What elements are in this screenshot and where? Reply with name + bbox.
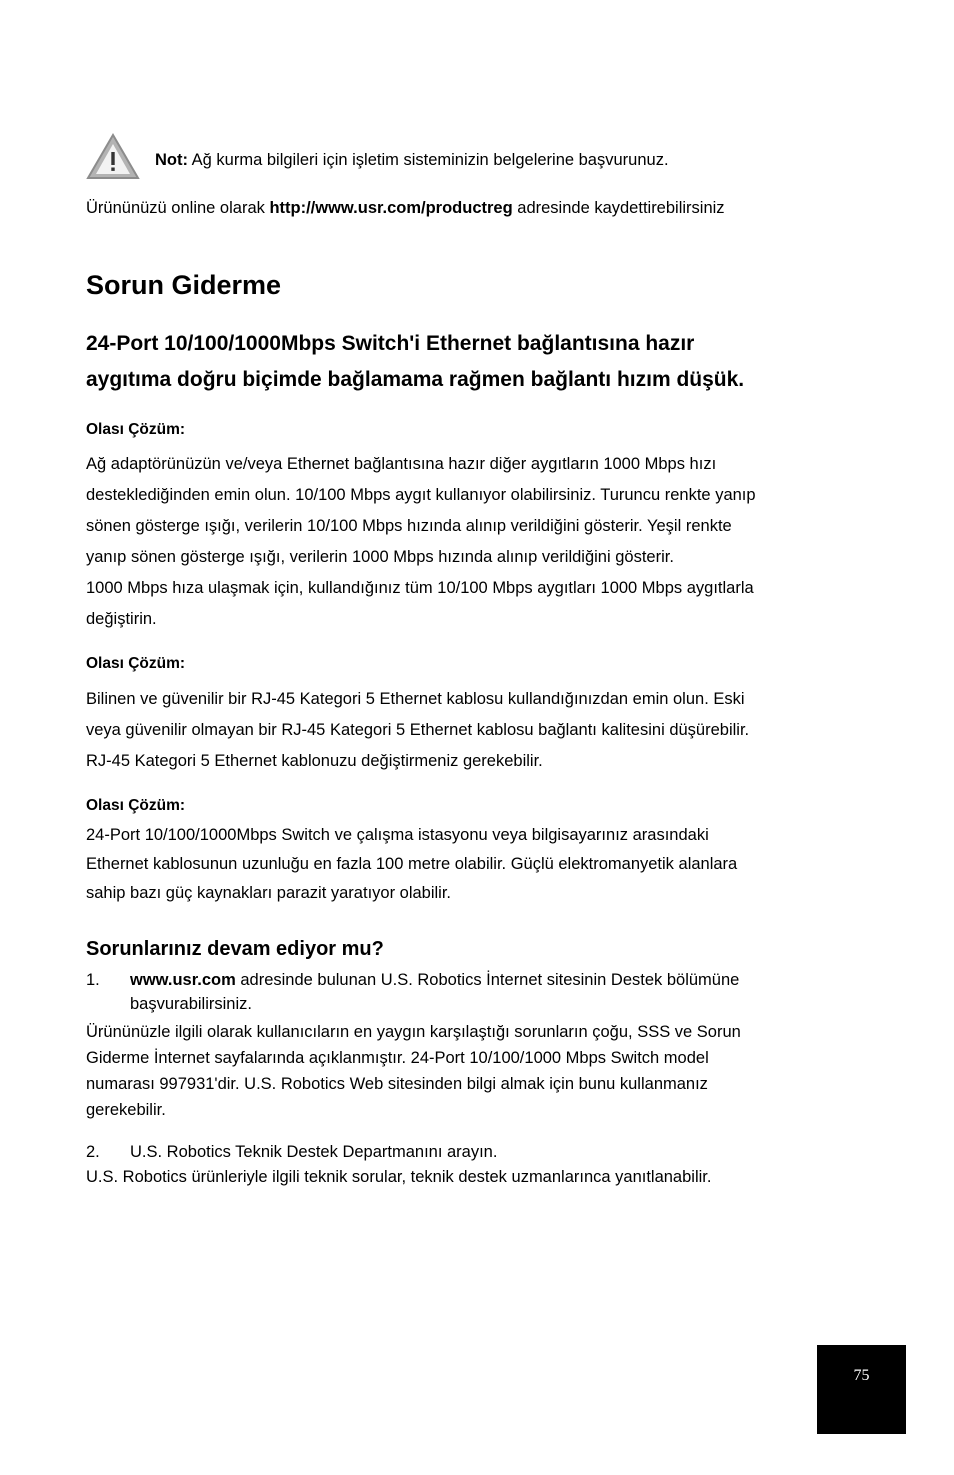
list-text: başvurabilirsiniz. xyxy=(130,995,252,1013)
problem-heading-line: aygıtıma doğru biçimde bağlamama rağmen bağlantı hızım düşük. xyxy=(86,368,745,391)
registration-suffix: adresinde kaydettirebilirsiniz xyxy=(512,199,725,217)
support-link[interactable]: www.usr.com xyxy=(130,971,236,989)
solution-paragraph xyxy=(86,449,886,635)
list-text: adresinde bulunan U.S. Robotics İnternet sitesinin Destek bölümüne xyxy=(235,971,740,989)
solution-label: Olası Çözüm: xyxy=(86,797,186,814)
page-title: Sorun Giderme xyxy=(86,270,282,300)
solution-paragraph xyxy=(86,821,886,908)
note-box xyxy=(86,132,906,182)
paragraph-line: Ethernet kablosunun uzunluğu en fazla 100 metre olabilir. Güçlü elektromanyetik alanlara xyxy=(86,855,738,873)
paragraph-line: gerekebilir. xyxy=(86,1101,166,1119)
problem-heading xyxy=(86,326,906,398)
paragraph-line: desteklediğinden emin olun. 10/100 Mbps aygıt kullanıyor olabilirsiniz. Turuncu renkte yanıp xyxy=(86,486,756,504)
note-label: Not: xyxy=(155,151,188,169)
list-item xyxy=(86,968,886,1016)
solution-label: Olası Çözüm: xyxy=(86,655,186,672)
solution-paragraph xyxy=(86,684,886,777)
registration-prefix: Ürününüzü online olarak xyxy=(86,199,270,217)
paragraph-line: 1000 Mbps hıza ulaşmak için, kullandığınız tüm 10/100 Mbps aygıtları 1000 Mbps aygıtlarla xyxy=(86,579,754,597)
paragraph-line: sönen gösterge ışığı, verilerin 10/100 Mbps hızında alınıp verildiğini gösterir. Yeşil renkte xyxy=(86,517,732,535)
registration-link[interactable]: http://www.usr.com/productreg xyxy=(269,199,513,217)
paragraph-line: numarası 997931'dir. U.S. Robotics Web sitesinden bilgi almak için bunu kullanmanız xyxy=(86,1075,708,1093)
problem-heading-line: 24-Port 10/100/1000Mbps Switch'i Ethernet bağlantısına hazır xyxy=(86,332,695,355)
list-number: 2. xyxy=(86,1143,100,1161)
paragraph-line: 24-Port 10/100/1000Mbps Switch ve çalışma istasyonu veya bilgisayarınız arasındaki xyxy=(86,826,709,844)
paragraph-line: Ürününüzle ilgili olarak kullanıcıların en yaygın karşılaştığı sorunların çoğu, SSS ve Sorun xyxy=(86,1023,741,1041)
list-item xyxy=(86,1140,886,1164)
info-paragraph xyxy=(86,1165,886,1189)
warning-triangle-icon xyxy=(86,132,140,180)
list-text: U.S. Robotics Teknik Destek Departmanını arayın. xyxy=(130,1143,498,1161)
info-paragraph xyxy=(86,1019,886,1123)
paragraph-line: veya güvenilir olmayan bir RJ-45 Kategori 5 Ethernet kablosu bağlantı kalitesini düşürebilir. xyxy=(86,721,750,739)
section-heading: Sorunlarınız devam ediyor mu? xyxy=(86,938,384,960)
page-number: 75 xyxy=(853,1367,870,1384)
paragraph-line: Ağ adaptörünüzün ve/veya Ethernet bağlantısına hazır diğer aygıtların 1000 Mbps hızı xyxy=(86,455,717,473)
registration-line xyxy=(86,199,725,218)
paragraph-line: değiştirin. xyxy=(86,610,157,628)
list-number: 1. xyxy=(86,971,100,989)
paragraph-line: Bilinen ve güvenilir bir RJ-45 Kategori 5 Ethernet kablosu kullandığınızdan emin olun. Eski xyxy=(86,690,745,708)
paragraph-line: RJ-45 Kategori 5 Ethernet kablonuzu değiştirmeniz gerekebilir. xyxy=(86,752,543,770)
paragraph-line: Giderme İnternet sayfalarında açıklanmıştır. 24-Port 10/100/1000 Mbps Switch model xyxy=(86,1049,709,1067)
paragraph-line: U.S. Robotics ürünleriyle ilgili teknik sorular, teknik destek uzmanlarınca yanıtlanabilir. xyxy=(86,1168,712,1186)
paragraph-line: yanıp sönen gösterge ışığı, verilerin 1000 Mbps hızında alınıp verildiğini gösterir. xyxy=(86,548,674,566)
page-number-box xyxy=(817,1345,906,1434)
solution-label: Olası Çözüm: xyxy=(86,421,186,438)
note-body: Ağ kurma bilgileri için işletim sisteminizin belgelerine başvurunuz. xyxy=(187,151,669,169)
paragraph-line: sahip bazı güç kaynakları parazit yaratıyor olabilir. xyxy=(86,884,452,902)
note-text xyxy=(155,151,669,170)
